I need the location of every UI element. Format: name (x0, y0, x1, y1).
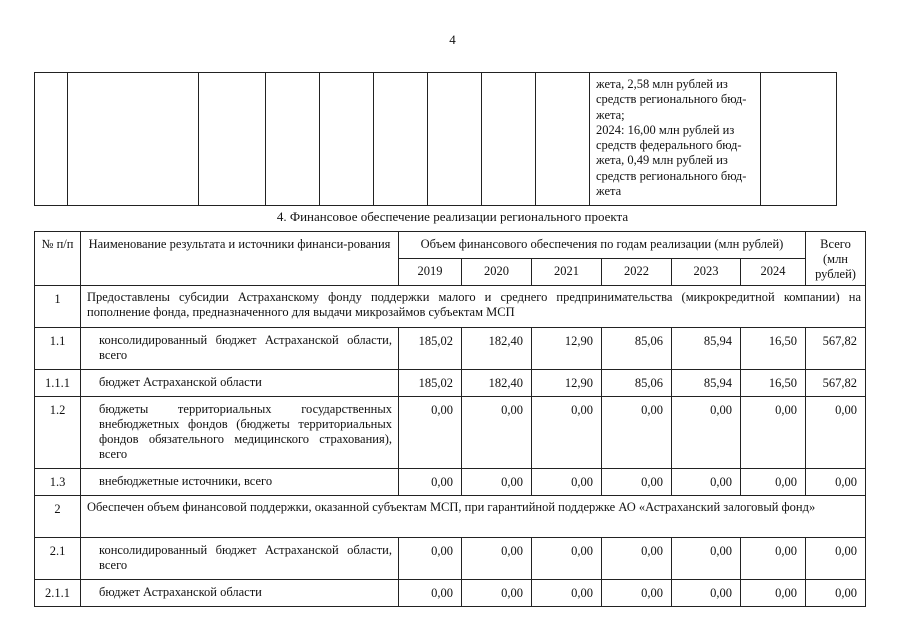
header-year: 2023 (672, 259, 741, 286)
year-value: 0,00 (399, 538, 462, 580)
total-value: 567,82 (806, 370, 866, 397)
cont-cell (428, 73, 482, 206)
table-row (35, 397, 866, 469)
year-value: 12,90 (532, 328, 602, 370)
cont-cell (482, 73, 536, 206)
source-name: бюджеты территориальных государственных внебюджетных фондов (бюджеты территориальных фондов обязательного медицинского страхования), всего (81, 397, 399, 469)
source-name: внебюджетные источники, всего (81, 469, 399, 496)
year-value: 0,00 (672, 397, 741, 469)
year-value: 12,90 (532, 370, 602, 397)
row-number: 1.1 (35, 328, 81, 370)
year-value: 0,00 (672, 580, 741, 607)
total-value: 0,00 (806, 469, 866, 496)
continuation-line: средств регионального бюд- (596, 92, 747, 107)
cont-cell (536, 73, 590, 206)
year-value: 0,00 (532, 469, 602, 496)
header-year: 2021 (532, 259, 602, 286)
header-num: № п/п (35, 232, 81, 286)
header-name: Наименование результата и источники финанси-рования (81, 232, 399, 286)
section-title: 4. Финансовое обеспечение реализации регионального проекта (276, 209, 629, 224)
continuation-line: 2024: 16,00 млн рублей из (596, 122, 735, 137)
total-value: 567,82 (806, 328, 866, 370)
year-value: 182,40 (462, 370, 532, 397)
year-value: 185,02 (399, 328, 462, 370)
total-value: 0,00 (806, 538, 866, 580)
year-value: 85,94 (672, 370, 741, 397)
year-value: 185,02 (399, 370, 462, 397)
header-year: 2019 (399, 259, 462, 286)
table-row (35, 580, 866, 607)
table-row (35, 370, 866, 397)
year-value: 0,00 (462, 538, 532, 580)
continuation-line: жета, 2,58 млн рублей из (596, 77, 728, 91)
row-number: 2 (35, 496, 81, 538)
source-name: бюджет Астраханской области (81, 370, 399, 397)
header-volume: Объем финансового обеспечения по годам реализации (млн рублей) (399, 232, 806, 259)
table-row (35, 469, 866, 496)
header-total: Всего (млн рублей) (806, 232, 866, 286)
cont-cell (320, 73, 374, 206)
year-value: 0,00 (602, 580, 672, 607)
continuation-text-cell (590, 73, 761, 206)
total-value: 0,00 (806, 580, 866, 607)
continuation-line: средств регионального бюд- (596, 168, 747, 183)
cont-cell (68, 73, 199, 206)
year-value: 0,00 (672, 538, 741, 580)
year-value: 0,00 (741, 580, 806, 607)
cont-cell (35, 73, 68, 206)
year-value: 0,00 (532, 397, 602, 469)
row-number: 2.1 (35, 538, 81, 580)
year-value: 0,00 (741, 397, 806, 469)
table-row (35, 496, 866, 538)
year-value: 16,50 (741, 328, 806, 370)
table-row (35, 286, 866, 328)
source-name: консолидированный бюджет Астраханской области, всего (81, 538, 399, 580)
year-value: 85,06 (602, 370, 672, 397)
year-value: 182,40 (462, 328, 532, 370)
year-value: 85,06 (602, 328, 672, 370)
year-value: 0,00 (741, 469, 806, 496)
year-value: 16,50 (741, 370, 806, 397)
source-name: бюджет Астраханской области (81, 580, 399, 607)
page-number: 4 (449, 32, 456, 47)
result-description: Обеспечен объем финансовой поддержки, оказанной субъектам МСП, при гарантийной поддержке АО «Астраханский залоговый фонд» (81, 496, 866, 538)
year-value: 0,00 (399, 469, 462, 496)
year-value: 0,00 (602, 538, 672, 580)
cont-cell (266, 73, 320, 206)
year-value: 0,00 (462, 580, 532, 607)
year-value: 0,00 (462, 397, 532, 469)
total-value: 0,00 (806, 397, 866, 469)
row-number: 2.1.1 (35, 580, 81, 607)
continuation-line: средств федерального бюд- (596, 138, 742, 153)
cont-cell (761, 73, 837, 206)
header-year: 2020 (462, 259, 532, 286)
year-value: 0,00 (532, 580, 602, 607)
year-value: 85,94 (672, 328, 741, 370)
row-number: 1 (35, 286, 81, 328)
continuation-table (34, 72, 837, 206)
result-description: Предоставлены субсидии Астраханскому фонду поддержки малого и среднего предпринимательства (микрокредитной компании) на пополнение фонда, предназначенного для выдачи микрозаймов субъектам МСП (81, 286, 866, 328)
header-year: 2022 (602, 259, 672, 286)
financing-table (34, 231, 866, 607)
year-value: 0,00 (672, 469, 741, 496)
header-year: 2024 (741, 259, 806, 286)
continuation-line: жета (596, 184, 622, 199)
cont-cell (374, 73, 428, 206)
row-number: 1.1.1 (35, 370, 81, 397)
source-name: консолидированный бюджет Астраханской области, всего (81, 328, 399, 370)
cont-cell (199, 73, 266, 206)
row-number: 1.3 (35, 469, 81, 496)
row-number: 1.2 (35, 397, 81, 469)
year-value: 0,00 (532, 538, 602, 580)
year-value: 0,00 (602, 469, 672, 496)
year-value: 0,00 (399, 580, 462, 607)
continuation-line: жета; (596, 107, 625, 122)
year-value: 0,00 (462, 469, 532, 496)
year-value: 0,00 (602, 397, 672, 469)
table-row (35, 538, 866, 580)
table-row (35, 328, 866, 370)
year-value: 0,00 (399, 397, 462, 469)
continuation-line: жета, 0,49 млн рублей из (596, 153, 728, 168)
year-value: 0,00 (741, 538, 806, 580)
